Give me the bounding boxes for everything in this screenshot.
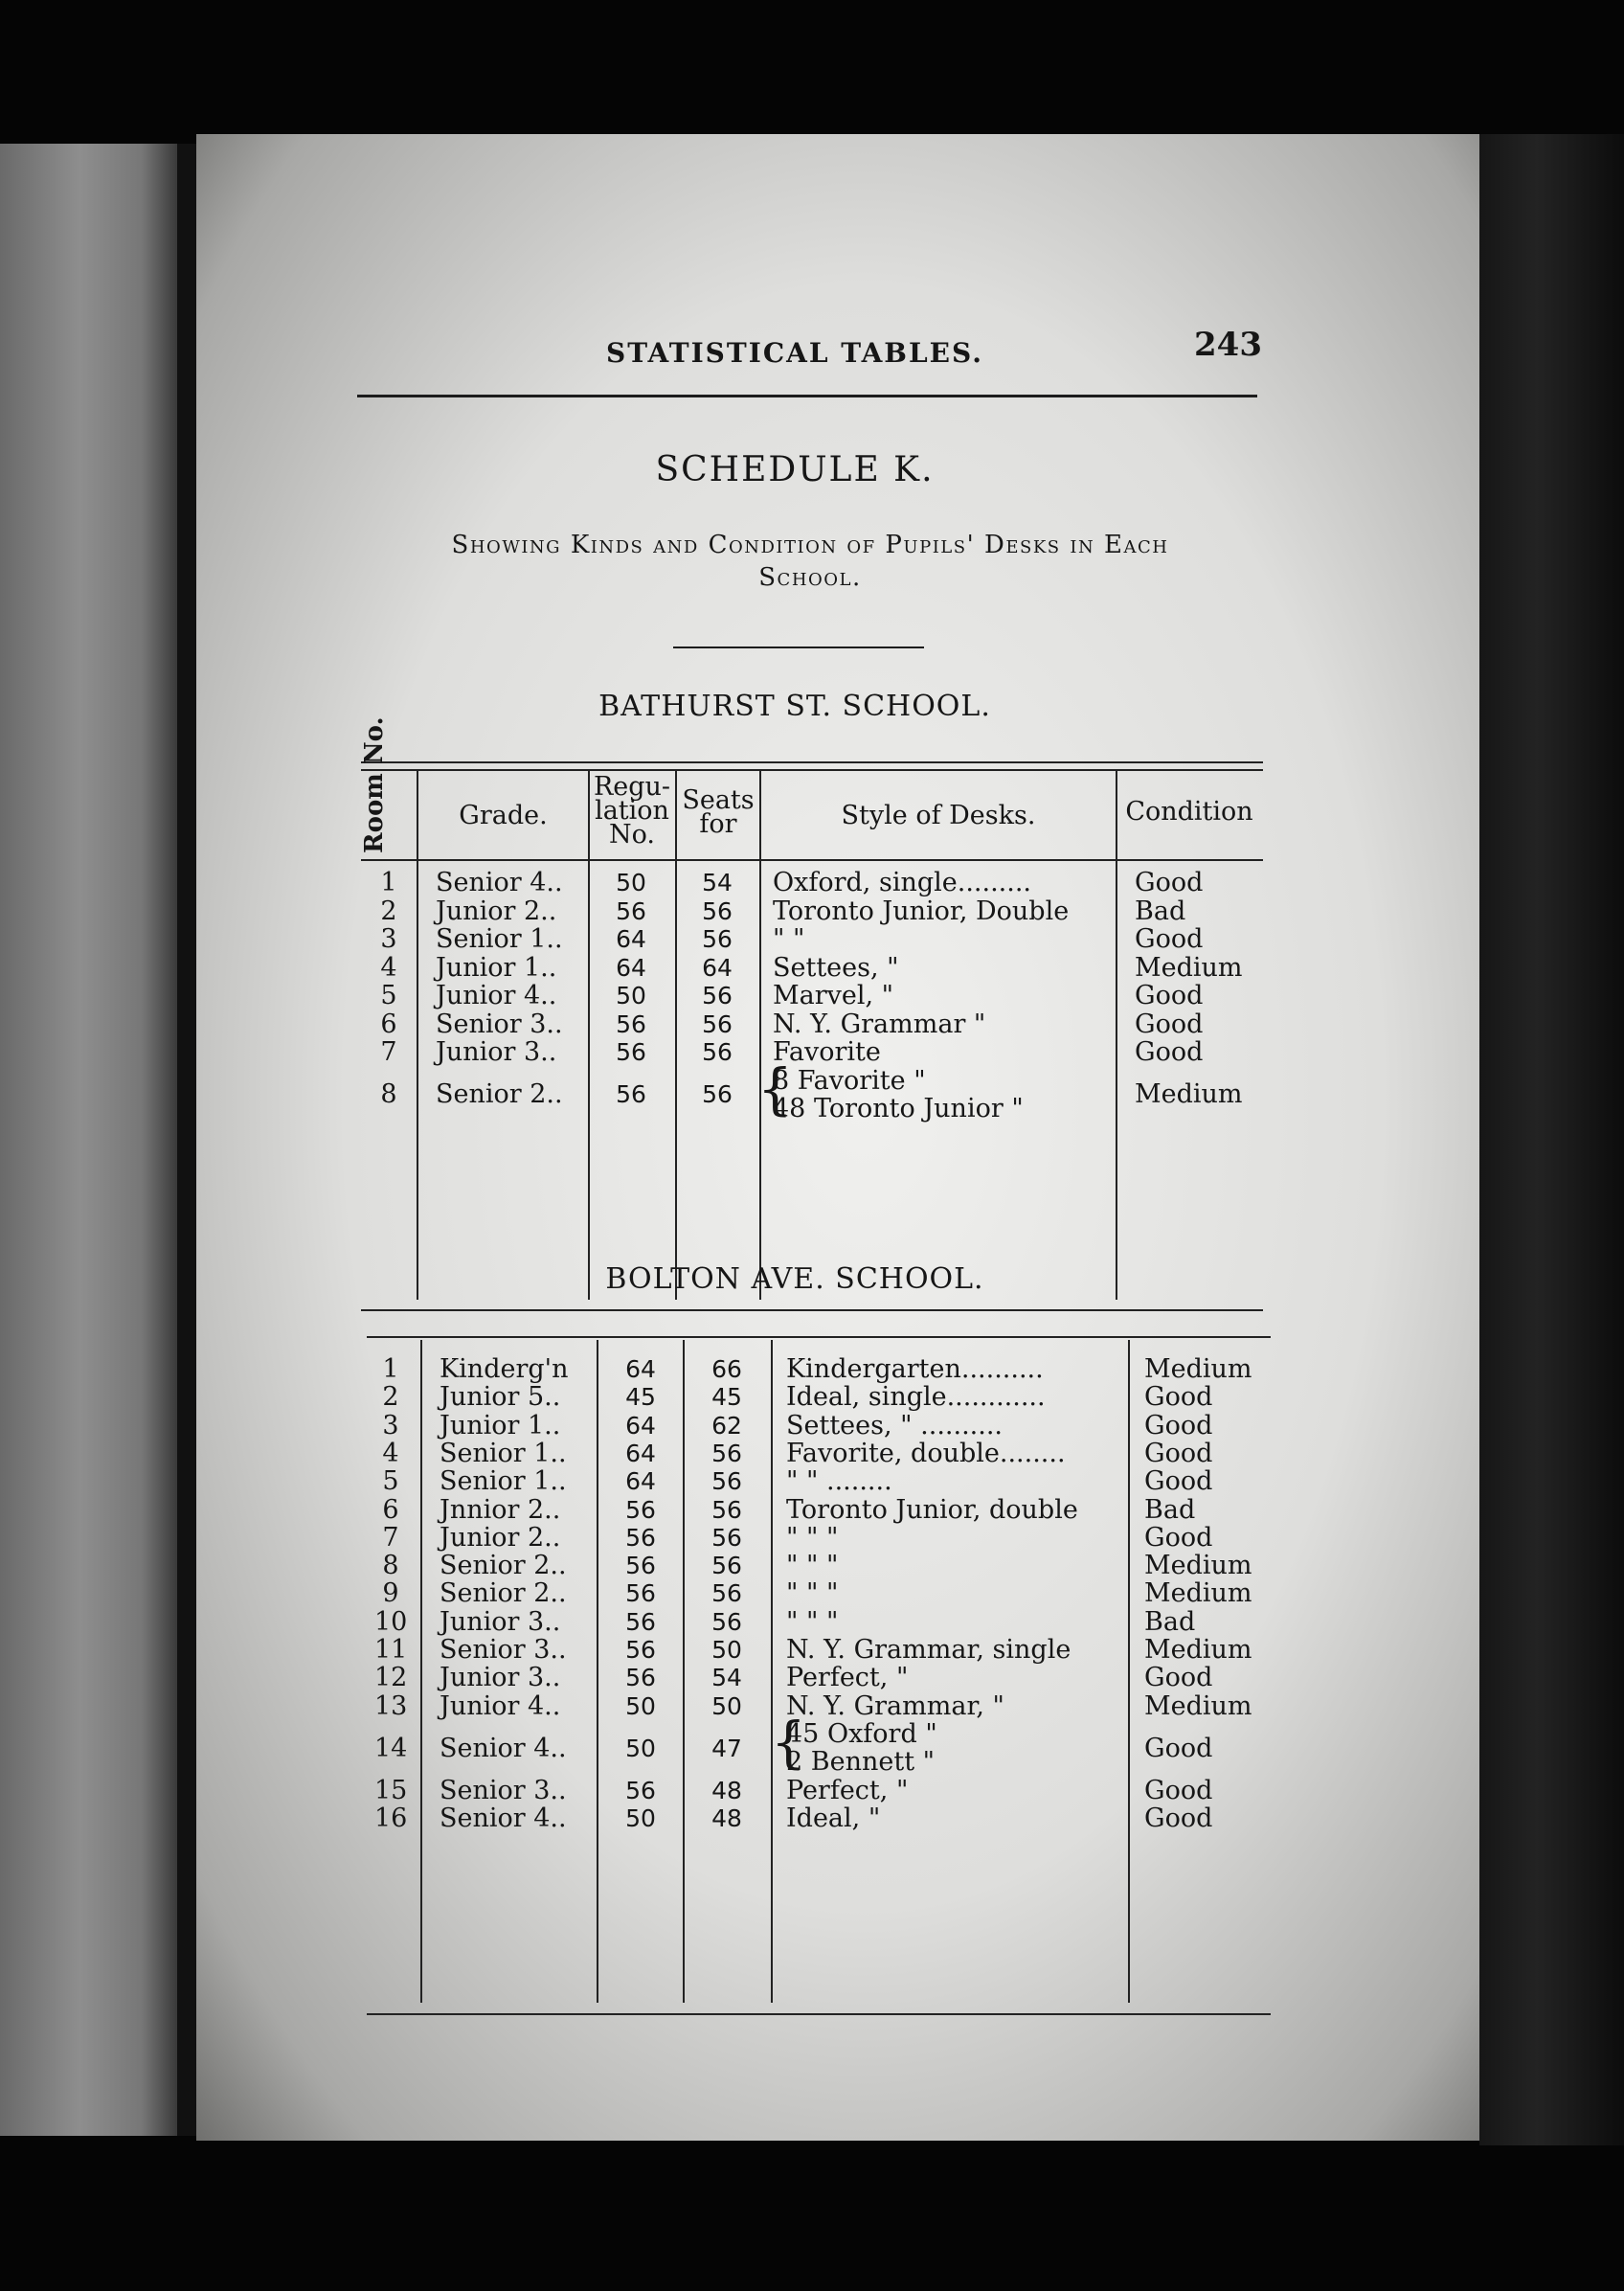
subtitle-line-1: Showing Kinds and Condition of Pupils' Desks in Each (451, 531, 1169, 559)
seats-for: 45 (711, 1383, 742, 1412)
condition-cell: Bad (1144, 1494, 1196, 1525)
bolton-school-heading: BOLTON AVE. SCHOOL. (605, 1262, 984, 1296)
table-row (367, 1383, 1271, 1411)
seats-for: 50 (711, 1636, 742, 1664)
grade-cell: Senior 2.. (440, 1578, 567, 1609)
desk-style: Ideal, single............ (786, 1382, 1046, 1413)
grade-cell: Senior 1.. (440, 1438, 567, 1468)
room-number: 9 (382, 1578, 399, 1609)
grade-cell: Junior 2.. (440, 1522, 561, 1553)
condition-cell: Good (1144, 1466, 1213, 1497)
grade-cell: Junior 2.. (436, 896, 557, 926)
col-header-room-no: Room No. (360, 716, 389, 853)
table-row (361, 1038, 1265, 1067)
seats-for: 48 (711, 1803, 742, 1832)
grade-cell: Junior 1.. (440, 1410, 561, 1440)
subtitle-line-2: School. (758, 563, 862, 592)
table-row (367, 1579, 1271, 1607)
seats-for: 54 (711, 1664, 742, 1692)
book-page (196, 134, 1479, 2141)
regulation-number: 45 (625, 1383, 656, 1412)
condition-cell: Good (1144, 1522, 1213, 1553)
condition-cell: Bad (1144, 1606, 1196, 1637)
table-row (367, 1467, 1271, 1495)
regulation-number: 64 (625, 1439, 656, 1467)
bolton-table (367, 1336, 1271, 2026)
table-top-rule (367, 1336, 1271, 1338)
bathurst-table (360, 716, 1263, 1317)
table-row (367, 1608, 1271, 1636)
header-bottom-rule (361, 859, 1263, 861)
seats-for: 56 (711, 1607, 742, 1636)
grouping-brace: { (771, 1709, 806, 1775)
seats-for: 56 (711, 1579, 742, 1608)
regulation-number: 56 (625, 1664, 656, 1692)
seats-for: 64 (702, 953, 733, 982)
regulation-number: 50 (625, 1734, 656, 1762)
desk-style: 45 Oxford " (786, 1718, 937, 1749)
room-number: 5 (380, 981, 397, 1010)
table-row (367, 1496, 1271, 1524)
regulation-number: 56 (625, 1523, 656, 1552)
grade-cell: Senior 2.. (436, 1079, 563, 1110)
condition-cell: Good (1135, 981, 1204, 1010)
grade-cell: Senior 1.. (436, 924, 563, 954)
room-number: 7 (382, 1522, 399, 1553)
room-number: 16 (374, 1803, 408, 1833)
seats-for: 66 (711, 1355, 742, 1383)
desk-style: Oxford, single......... (773, 868, 1031, 897)
room-number: 8 (380, 1079, 397, 1110)
regulation-number: 64 (625, 1411, 656, 1440)
regulation-number: 56 (625, 1495, 656, 1524)
grade-cell: Senior 4.. (440, 1803, 567, 1833)
condition-cell: Good (1135, 1037, 1204, 1067)
room-number: 2 (380, 896, 397, 926)
col-header-seats (677, 785, 759, 839)
desk-style: " " " (786, 1522, 839, 1553)
col-header-regulation (589, 772, 675, 850)
seats-for: 47 (711, 1734, 742, 1762)
condition-cell: Good (1135, 924, 1204, 954)
room-number: 6 (380, 1009, 397, 1039)
col-header-grade: Grade. (459, 801, 548, 830)
schedule-title: SCHEDULE K. (655, 450, 935, 489)
regulation-number: 56 (616, 1080, 646, 1109)
room-number: 11 (374, 1635, 408, 1665)
regulation-label-1: Regu- (593, 772, 671, 802)
room-number: 3 (380, 924, 397, 954)
table-row (367, 1664, 1271, 1691)
grade-cell: Junior 5.. (440, 1382, 561, 1413)
seats-for: 50 (711, 1691, 742, 1720)
condition-cell: Good (1135, 1009, 1204, 1039)
grade-cell: Junior 3.. (440, 1606, 561, 1637)
regulation-number: 64 (625, 1355, 656, 1383)
seats-for: 56 (711, 1439, 742, 1467)
table-row (361, 869, 1265, 897)
desk-style: Settees, " (773, 952, 899, 983)
seats-for: 56 (711, 1467, 742, 1496)
seats-for: 56 (711, 1523, 742, 1552)
regulation-number: 50 (625, 1691, 656, 1720)
room-number: 6 (382, 1494, 399, 1525)
regulation-number: 50 (616, 869, 646, 896)
table-row (367, 1709, 1271, 1778)
grade-cell: Junior 4.. (436, 981, 557, 1010)
desk-style: Toronto Junior, Double (773, 896, 1070, 926)
desk-style: " " " (786, 1578, 839, 1609)
condition-cell: Good (1144, 1438, 1213, 1468)
room-number: 3 (382, 1410, 399, 1440)
table-row (367, 1355, 1271, 1383)
condition-cell: Good (1135, 868, 1204, 897)
grade-cell: Senior 2.. (440, 1551, 567, 1581)
regulation-number: 56 (616, 896, 646, 925)
seats-for: 56 (702, 1080, 733, 1109)
grade-cell: Kinderg'n (440, 1354, 569, 1384)
regulation-number: 56 (625, 1636, 656, 1664)
room-number: 15 (374, 1775, 408, 1805)
table-bottom-rule (361, 1309, 1263, 1311)
header-rule (357, 395, 1257, 397)
table-row (361, 897, 1265, 926)
title-divider (673, 646, 924, 648)
room-number: 12 (374, 1663, 408, 1693)
grade-cell: Senior 3.. (440, 1635, 567, 1665)
room-number: 5 (382, 1466, 399, 1497)
desk-style: 2 Bennett " (786, 1747, 936, 1778)
condition-cell: Medium (1144, 1690, 1252, 1721)
regulation-number: 50 (625, 1803, 656, 1832)
grade-cell: Jnnior 2.. (440, 1494, 561, 1525)
condition-cell: Medium (1135, 952, 1243, 983)
table-row (361, 982, 1265, 1010)
grade-cell: Senior 3.. (436, 1009, 563, 1039)
table-row (367, 1524, 1271, 1552)
desk-style: N. Y. Grammar " (773, 1009, 986, 1039)
table-top-rule-1 (361, 761, 1263, 763)
grade-cell: Senior 3.. (440, 1775, 567, 1805)
seats-for: 56 (711, 1552, 742, 1580)
table-row (367, 1636, 1271, 1664)
table-row (367, 1552, 1271, 1579)
condition-cell: Good (1144, 1663, 1213, 1693)
table-row (361, 1055, 1265, 1123)
running-title: STATISTICAL TABLES. (606, 337, 983, 369)
seats-for: 56 (702, 1009, 733, 1038)
seats-for: 56 (702, 925, 733, 953)
desk-style: 8 Favorite " (773, 1065, 926, 1096)
seats-label-2: for (699, 809, 737, 839)
condition-cell: Good (1144, 1382, 1213, 1413)
table-row (361, 954, 1265, 983)
condition-cell: Medium (1144, 1551, 1252, 1581)
desk-style: " " " (786, 1551, 839, 1581)
grade-cell: Junior 3.. (440, 1663, 561, 1693)
table-row (367, 1804, 1271, 1832)
regulation-number: 56 (616, 1038, 646, 1066)
room-number: 4 (380, 952, 397, 983)
regulation-number: 56 (625, 1776, 656, 1804)
regulation-number: 50 (616, 982, 646, 1009)
bathurst-school-heading: BATHURST ST. SCHOOL. (598, 690, 991, 723)
condition-cell: Good (1144, 1410, 1213, 1440)
condition-cell: Good (1144, 1775, 1213, 1805)
regulation-number: 56 (625, 1607, 656, 1636)
regulation-label-3: No. (609, 820, 655, 850)
desk-style: N. Y. Grammar, single (786, 1635, 1071, 1665)
condition-cell: Bad (1135, 896, 1186, 926)
grade-cell: Junior 1.. (436, 952, 557, 983)
grade-cell: Junior 3.. (436, 1037, 557, 1067)
desk-style: Perfect, " (786, 1775, 909, 1805)
desk-style: Favorite, double........ (786, 1438, 1066, 1468)
grade-cell: Senior 1.. (440, 1466, 567, 1497)
desk-style: 48 Toronto Junior " (773, 1094, 1024, 1123)
grouping-brace: { (757, 1055, 793, 1122)
condition-cell: Medium (1135, 1079, 1243, 1110)
room-number: 14 (374, 1733, 408, 1763)
condition-cell: Good (1144, 1803, 1213, 1833)
room-number: 4 (382, 1438, 399, 1468)
room-number: 13 (374, 1690, 408, 1721)
table-row (367, 1692, 1271, 1720)
desk-style: Toronto Junior, double (786, 1494, 1078, 1525)
seats-label-1: Seats (682, 785, 755, 815)
grade-cell: Senior 4.. (436, 868, 563, 897)
table-top-rule-2 (361, 769, 1263, 771)
book-gutter (177, 144, 196, 2136)
col-header-condition: Condition (1125, 797, 1253, 827)
schedule-subtitle (354, 529, 1266, 594)
condition-cell: Medium (1144, 1578, 1252, 1609)
regulation-number: 64 (616, 953, 646, 982)
table-row (367, 1777, 1271, 1804)
page-number: 243 (1194, 326, 1262, 364)
desk-style: Marvel, " (773, 981, 894, 1010)
regulation-number: 64 (616, 925, 646, 953)
seats-for: 56 (702, 1038, 733, 1066)
seats-for: 62 (711, 1411, 742, 1440)
desk-style: Settees, " .......... (786, 1410, 1003, 1440)
desk-style: Kindergarten.......... (786, 1354, 1044, 1384)
room-number: 10 (374, 1606, 408, 1637)
seats-for: 56 (711, 1495, 742, 1524)
table-row (361, 925, 1265, 954)
seats-for: 54 (702, 869, 733, 896)
book-binding (1479, 134, 1624, 2145)
seats-for: 48 (711, 1776, 742, 1804)
desk-style: " " ........ (786, 1466, 892, 1497)
desk-style: Perfect, " (786, 1663, 909, 1693)
seats-for: 56 (702, 982, 733, 1009)
room-number: 1 (382, 1354, 399, 1384)
condition-cell: Good (1144, 1733, 1213, 1763)
room-number: 2 (382, 1382, 399, 1413)
seats-for: 56 (702, 896, 733, 925)
condition-cell: Medium (1144, 1354, 1252, 1384)
desk-style: " " (773, 924, 805, 954)
regulation-number: 64 (625, 1467, 656, 1496)
grade-cell: Senior 4.. (440, 1733, 567, 1763)
condition-cell: Medium (1144, 1635, 1252, 1665)
room-number: 1 (380, 868, 397, 897)
regulation-number: 56 (625, 1579, 656, 1608)
desk-style: " " " (786, 1606, 839, 1637)
adjacent-page-edge (0, 144, 177, 2136)
regulation-label-2: lation (595, 796, 669, 826)
col-header-style: Style of Desks. (841, 801, 1036, 830)
regulation-number: 56 (625, 1552, 656, 1580)
desk-style: Ideal, " (786, 1803, 881, 1833)
room-number: 8 (382, 1551, 399, 1581)
table-row (361, 1010, 1265, 1039)
regulation-number: 56 (616, 1009, 646, 1038)
room-number: 7 (380, 1037, 397, 1067)
table-row (367, 1440, 1271, 1467)
grade-cell: Junior 4.. (440, 1690, 561, 1721)
desk-style: Favorite (773, 1037, 881, 1067)
table-row (367, 1412, 1271, 1440)
desk-style: N. Y. Grammar, " (786, 1690, 1004, 1721)
table-bottom-rule (367, 2013, 1271, 2015)
